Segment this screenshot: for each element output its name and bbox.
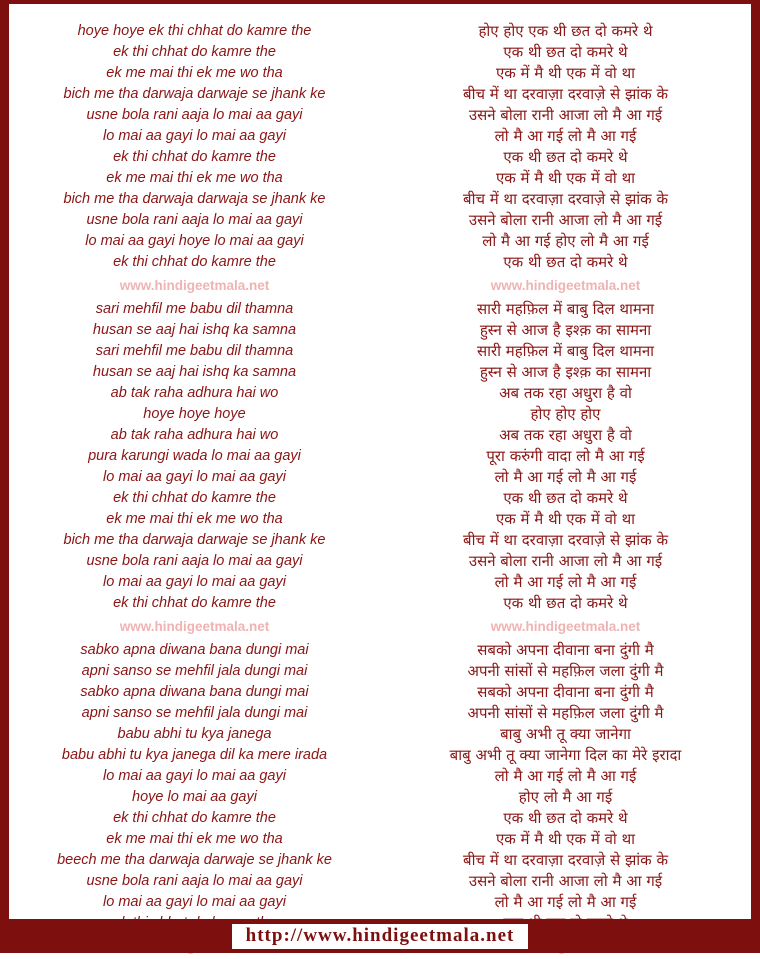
watermark-row bbox=[9, 613, 751, 639]
lyrics-line-devanagari: उसने बोला रानी आजा लो मै आ गई bbox=[468, 210, 663, 229]
lyrics-line-roman: bich me tha darwaja darwaja se jhank ke bbox=[63, 190, 326, 207]
lyrics-line-roman: apni sanso se mehfil jala dungi mai bbox=[81, 704, 308, 721]
site-watermark: www.hindigeetmala.net bbox=[119, 277, 270, 293]
lyrics-stanza bbox=[9, 639, 751, 933]
lyrics-line bbox=[9, 681, 751, 702]
footer-bar bbox=[9, 919, 751, 953]
lyrics-line-roman: usne bola rani aaja lo mai aa gayi bbox=[86, 211, 303, 228]
lyrics-line-roman: lo mai aa gayi hoye lo mai aa gayi bbox=[85, 232, 304, 249]
lyrics-line bbox=[9, 230, 751, 251]
lyrics-line-roman: hoye lo mai aa gayi bbox=[132, 788, 257, 805]
lyrics-line bbox=[9, 298, 751, 319]
lyrics-line-roman: pura karungi wada lo mai aa gayi bbox=[88, 447, 301, 464]
lyrics-line-devanagari: एक थी छत दो कमरे थे bbox=[503, 252, 628, 271]
watermark-row bbox=[9, 272, 751, 298]
lyrics-line-devanagari: एक थी छत दो कमरे थे bbox=[503, 593, 628, 612]
lyrics-line-devanagari: होए होए होए bbox=[530, 404, 601, 423]
lyrics-line bbox=[9, 424, 751, 445]
lyrics-line-roman: ek thi chhat do kamre the bbox=[113, 594, 276, 611]
lyrics-line bbox=[9, 723, 751, 744]
lyrics-line bbox=[9, 62, 751, 83]
lyrics-line bbox=[9, 786, 751, 807]
lyrics-line-roman: babu abhi tu kya janega bbox=[117, 725, 272, 742]
lyrics-line bbox=[9, 403, 751, 424]
lyrics-line-roman: ek me mai thi ek me wo tha bbox=[106, 510, 283, 527]
lyrics-line bbox=[9, 849, 751, 870]
lyrics-line bbox=[9, 807, 751, 828]
lyrics-line-devanagari: सारी महफ़िल में बाबु दिल थामना bbox=[476, 299, 655, 318]
lyrics-line-devanagari: एक थी छत दो कमरे थे bbox=[503, 808, 628, 827]
lyrics-line bbox=[9, 744, 751, 765]
lyrics-line-devanagari: हुस्न से आज है इश्क़ का सामना bbox=[479, 362, 652, 381]
lyrics-line-devanagari: एक में मै थी एक में वो था bbox=[495, 168, 636, 187]
lyrics-line bbox=[9, 550, 751, 571]
lyrics-line-roman: usne bola rani aaja lo mai aa gayi bbox=[86, 872, 303, 889]
lyrics-line-devanagari: सारी महफ़िल में बाबु दिल थामना bbox=[476, 341, 655, 360]
lyrics-line bbox=[9, 487, 751, 508]
lyrics-line-devanagari: एक थी छत दो कमरे थे bbox=[503, 42, 628, 61]
lyrics-line-roman: ek thi chhat do kamre the bbox=[113, 43, 276, 60]
lyrics-line-devanagari: सबको अपना दीवाना बना दुंगी मै bbox=[477, 640, 654, 659]
lyrics-line bbox=[9, 251, 751, 272]
lyrics-line-roman: sari mehfil me babu dil thamna bbox=[95, 300, 294, 317]
lyrics-line-roman: babu abhi tu kya janega dil ka mere irada bbox=[61, 746, 328, 763]
lyrics-line bbox=[9, 508, 751, 529]
lyrics-line bbox=[9, 83, 751, 104]
lyrics-line bbox=[9, 319, 751, 340]
lyrics-line-devanagari: हुस्न से आज है इश्क़ का सामना bbox=[479, 320, 652, 339]
lyrics-line-roman: sabko apna diwana bana dungi mai bbox=[80, 641, 309, 658]
lyrics-line-devanagari: बीच में था दरवाज़ा दरवाज़े से झांक के bbox=[463, 84, 668, 103]
lyrics-line bbox=[9, 765, 751, 786]
lyrics-line-roman: usne bola rani aaja lo mai aa gayi bbox=[86, 552, 303, 569]
lyrics-line bbox=[9, 41, 751, 62]
lyrics-line-roman: lo mai aa gayi lo mai aa gayi bbox=[103, 468, 286, 485]
lyrics-line-devanagari: एक में मै थी एक में वो था bbox=[495, 829, 636, 848]
lyrics-line-devanagari: उसने बोला रानी आजा लो मै आ गई bbox=[468, 871, 663, 890]
lyrics-line-roman: ab tak raha adhura hai wo bbox=[110, 426, 279, 443]
site-watermark: www.hindigeetmala.net bbox=[490, 618, 641, 634]
lyrics-line-roman: lo mai aa gayi lo mai aa gayi bbox=[103, 767, 286, 784]
lyrics-stanza bbox=[9, 20, 751, 272]
lyrics-line-devanagari: एक में मै थी एक में वो था bbox=[495, 63, 636, 82]
site-url-link[interactable]: http://www.hindigeetmala.net bbox=[232, 924, 529, 949]
lyrics-line bbox=[9, 20, 751, 41]
site-watermark: www.hindigeetmala.net bbox=[490, 277, 641, 293]
lyrics-line-roman: sabko apna diwana bana dungi mai bbox=[80, 683, 309, 700]
lyrics-line-roman: sari mehfil me babu dil thamna bbox=[95, 342, 294, 359]
lyrics-line bbox=[9, 702, 751, 723]
lyrics-line bbox=[9, 828, 751, 849]
lyrics-line bbox=[9, 382, 751, 403]
lyrics-line bbox=[9, 146, 751, 167]
lyrics-line-devanagari: लो मै आ गई लो मै आ गई bbox=[494, 467, 637, 486]
lyrics-line-devanagari: बीच में था दरवाज़ा दरवाज़े से झांक के bbox=[463, 850, 668, 869]
lyrics-line-roman: ek thi chhat do kamre the bbox=[113, 489, 276, 506]
lyrics-line-roman: hoye hoye ek thi chhat do kamre the bbox=[77, 22, 312, 39]
site-watermark: www.hindigeetmala.net bbox=[119, 618, 270, 634]
lyrics-line-devanagari: अब तक रहा अधुरा है वो bbox=[499, 425, 632, 444]
lyrics-line-devanagari: पूरा करुंगी वादा लो मै आ गई bbox=[486, 446, 645, 465]
lyrics-line-roman: husan se aaj hai ishq ka samna bbox=[92, 363, 297, 380]
lyrics-body bbox=[9, 4, 751, 959]
lyrics-line-roman: husan se aaj hai ishq ka samna bbox=[92, 321, 297, 338]
lyrics-line bbox=[9, 209, 751, 230]
lyrics-line-devanagari: सबको अपना दीवाना बना दुंगी मै bbox=[477, 682, 654, 701]
lyrics-line-devanagari: बाबु अभी तू क्या जानेगा दिल का मेरे इरादा bbox=[449, 745, 682, 764]
lyrics-line-roman: lo mai aa gayi lo mai aa gayi bbox=[103, 893, 286, 910]
lyrics-line bbox=[9, 361, 751, 382]
lyrics-line-devanagari: अपनी सांसों से महफ़िल जला दुंगी मै bbox=[467, 703, 664, 722]
lyrics-line-roman: ek thi chhat do kamre the bbox=[113, 148, 276, 165]
lyrics-line bbox=[9, 891, 751, 912]
lyrics-line-roman: hoye hoye hoye bbox=[143, 405, 246, 422]
lyrics-line-roman: bich me tha darwaja darwaje se jhank ke bbox=[63, 531, 326, 548]
lyrics-line-devanagari: होए होए एक थी छत दो कमरे थे bbox=[478, 21, 653, 40]
lyrics-line bbox=[9, 125, 751, 146]
lyrics-line-devanagari: लो मै आ गई लो मै आ गई bbox=[494, 126, 637, 145]
lyrics-line bbox=[9, 870, 751, 891]
lyrics-line-roman: ek me mai thi ek me wo tha bbox=[106, 169, 283, 186]
lyrics-line-devanagari: लो मै आ गई लो मै आ गई bbox=[494, 892, 637, 911]
lyrics-line-roman: ek thi chhat do kamre the bbox=[113, 253, 276, 270]
lyrics-line bbox=[9, 571, 751, 592]
lyrics-line-devanagari: बीच में था दरवाज़ा दरवाज़े से झांक के bbox=[463, 530, 668, 549]
lyrics-line-devanagari: बीच में था दरवाज़ा दरवाज़े से झांक के bbox=[463, 189, 668, 208]
lyrics-line-devanagari: लो मै आ गई लो मै आ गई bbox=[494, 572, 637, 591]
lyrics-line-devanagari: एक में मै थी एक में वो था bbox=[495, 509, 636, 528]
lyrics-line-devanagari: उसने बोला रानी आजा लो मै आ गई bbox=[468, 105, 663, 124]
lyrics-line-devanagari: अपनी सांसों से महफ़िल जला दुंगी मै bbox=[467, 661, 664, 680]
lyrics-line bbox=[9, 167, 751, 188]
lyrics-line-devanagari: उसने बोला रानी आजा लो मै आ गई bbox=[468, 551, 663, 570]
lyrics-line-roman: usne bola rani aaja lo mai aa gayi bbox=[86, 106, 303, 123]
lyrics-line bbox=[9, 188, 751, 209]
lyrics-line bbox=[9, 466, 751, 487]
lyrics-line-devanagari: लो मै आ गई लो मै आ गई bbox=[494, 766, 637, 785]
lyrics-line-devanagari: होए लो मै आ गई bbox=[518, 787, 613, 806]
lyrics-line-devanagari: बाबु अभी तू क्या जानेगा bbox=[500, 724, 631, 743]
lyrics-line-roman: lo mai aa gayi lo mai aa gayi bbox=[103, 573, 286, 590]
lyrics-line-roman: apni sanso se mehfil jala dungi mai bbox=[81, 662, 308, 679]
lyrics-line bbox=[9, 660, 751, 681]
lyrics-line-devanagari: लो मै आ गई होए लो मै आ गई bbox=[482, 231, 649, 250]
lyrics-line bbox=[9, 592, 751, 613]
lyrics-line-roman: ek me mai thi ek me wo tha bbox=[106, 830, 283, 847]
lyrics-line bbox=[9, 529, 751, 550]
lyrics-line bbox=[9, 639, 751, 660]
lyrics-line-roman: ek me mai thi ek me wo tha bbox=[106, 64, 283, 81]
lyrics-line-devanagari: एक थी छत दो कमरे थे bbox=[503, 147, 628, 166]
lyrics-line-roman: bich me tha darwaja darwaje se jhank ke bbox=[63, 85, 326, 102]
lyrics-line-roman: ab tak raha adhura hai wo bbox=[110, 384, 279, 401]
lyrics-line bbox=[9, 104, 751, 125]
lyrics-line bbox=[9, 445, 751, 466]
lyrics-line-roman: lo mai aa gayi lo mai aa gayi bbox=[103, 127, 286, 144]
lyrics-line-devanagari: अब तक रहा अधुरा है वो bbox=[499, 383, 632, 402]
lyrics-stanza bbox=[9, 298, 751, 613]
lyrics-line-devanagari: एक थी छत दो कमरे थे bbox=[503, 488, 628, 507]
lyrics-line-roman: ek thi chhat do kamre the bbox=[113, 809, 276, 826]
lyrics-line bbox=[9, 340, 751, 361]
lyrics-line-roman: beech me tha darwaja darwaje se jhank ke bbox=[57, 851, 332, 868]
